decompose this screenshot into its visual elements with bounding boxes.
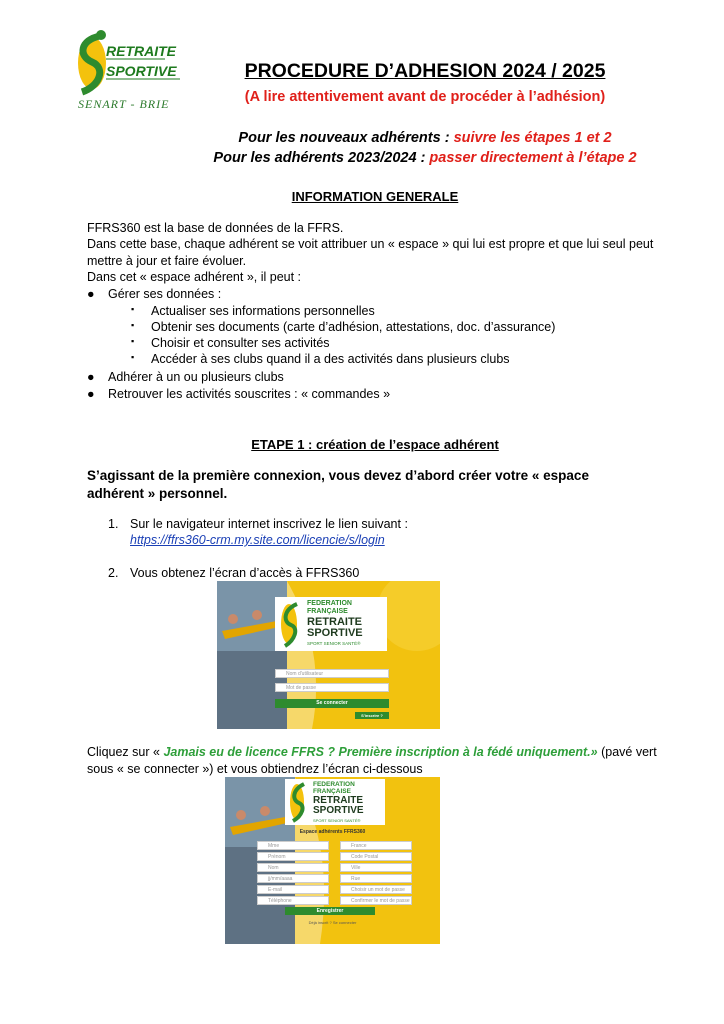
intro-line1-prefix: Pour les nouveaux adhérents : (238, 130, 454, 146)
country-field[interactable]: France (340, 841, 412, 850)
page-title: PROCEDURE D’ADHESION 2024 / 2025 (244, 60, 606, 82)
federation-tagline: SPORT SENIOR SANTÉ® (307, 641, 361, 646)
federation-tagline: SPORT SENIOR SANTÉ® (313, 818, 361, 823)
postal-code-field[interactable]: Code Postal (340, 852, 412, 861)
bullet-icon: ▪ (131, 304, 135, 314)
birthdate-field[interactable]: jj/mm/aaaa (257, 874, 329, 883)
federation-logo-box (285, 779, 385, 825)
bullet-icon: ▪ (131, 352, 135, 362)
intro-line-returning-members (160, 150, 690, 166)
ffrs360-registration-screenshot (225, 777, 440, 944)
intro-line1-highlight: suivre les étapes 1 et 2 (453, 130, 612, 146)
click-instruction: Cliquez sur « Jamais eu de licence FFRS ? Première inscription à la fédé uniquement.» (pavé vert sous « se connecter ») et vous obtiendrez l’écran ci-dessous (87, 745, 657, 776)
phone-field[interactable]: Téléphone (257, 896, 329, 905)
signup-button[interactable]: S'inscrire ? (355, 712, 389, 719)
step-1-text: Sur le navigateur internet inscrivez le lien suivant : (130, 517, 408, 531)
page-subtitle: (A lire attentivement avant de procéder à l’adhésion) (244, 89, 606, 105)
federation-logo-box (275, 597, 387, 651)
username-field[interactable]: Nom d'utilisateur (275, 669, 389, 678)
already-registered-link[interactable]: Déjà inscrit ? Se connecter (308, 920, 357, 925)
section-heading-etape1: ETAPE 1 : création de l’espace adhérent (251, 437, 499, 452)
federation-name: RETRAITE SPORTIVE (313, 795, 364, 816)
lastname-field[interactable]: Nom (257, 863, 329, 872)
federation-label: FEDERATION FRANÇAISE (307, 600, 352, 615)
step-1-number: 1. (108, 517, 119, 531)
federation-name: RETRAITE SPORTIVE (307, 616, 363, 639)
club-logo-subtitle: SENART - BRIE (78, 97, 170, 111)
password-field[interactable]: Choisir un mot de passe (340, 885, 412, 894)
step-2-text: Vous obtenez l’écran d’accès à FFRS360 (130, 566, 360, 580)
federation-logo-icon (279, 600, 303, 648)
bullet-icon: ● (87, 370, 95, 384)
intro-line2-highlight: passer directement à l’étape 2 (429, 150, 637, 166)
federation-label: FEDERATION FRANÇAISE (313, 781, 355, 795)
registration-form-title: Espace adhérents FFRS360 (299, 829, 366, 835)
ffrs360-login-link[interactable]: https://ffrs360-crm.my.site.com/licencie/s/login (130, 533, 385, 547)
firstname-field[interactable]: Prénom (257, 852, 329, 861)
bullet-icon: ▪ (131, 320, 135, 330)
federation-logo-icon (288, 781, 310, 823)
svg-text:SPORTIVE: SPORTIVE (106, 63, 177, 79)
confirm-password-field[interactable]: Confirmer le mot de passe (340, 896, 412, 905)
step-2-number: 2. (108, 566, 119, 580)
etape1-lead: S’agissant de la première connexion, vous devez d’abord créer votre « espace adhérent » personnel. (87, 468, 589, 501)
bullet-icon: ▪ (131, 336, 135, 346)
intro-line-new-members (160, 130, 690, 146)
password-field[interactable]: Mot de passe (275, 683, 389, 692)
ffrs360-login-screenshot (217, 581, 440, 729)
general-paragraph-1: FFRS360 est la base de données de la FFRS. (87, 221, 344, 235)
general-paragraph-3: Dans cet « espace adhérent », il peut : (87, 270, 302, 284)
bullet-icon: ● (87, 287, 95, 301)
section-heading-general: INFORMATION GENERALE (291, 189, 459, 204)
street-field[interactable]: Rue (340, 874, 412, 883)
bullet-icon: ● (87, 387, 95, 401)
email-field[interactable]: E-mail (257, 885, 329, 894)
general-paragraph-2: Dans cette base, chaque adhérent se voit attribuer un « espace » qui lui est propre et que lui seul peut mettre à jour et faire évoluer. (87, 237, 654, 268)
intro-line2-prefix: Pour les adhérents 2023/2024 : (213, 150, 430, 166)
city-field[interactable]: Ville (340, 863, 412, 872)
civility-field[interactable]: Mme (257, 841, 329, 850)
login-button[interactable]: Se connecter (275, 699, 389, 708)
register-button[interactable]: Enregistrer (285, 907, 375, 915)
svg-text:RETRAITE: RETRAITE (106, 43, 176, 59)
